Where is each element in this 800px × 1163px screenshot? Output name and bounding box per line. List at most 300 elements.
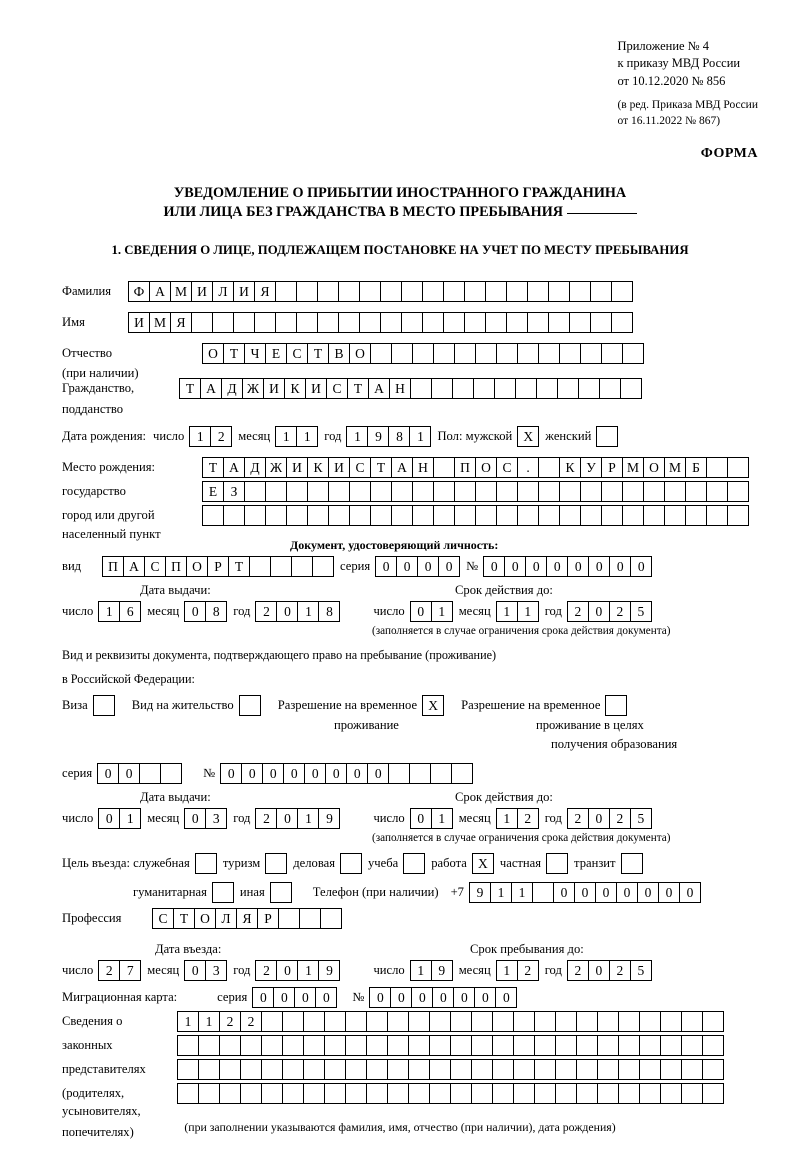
- char-cell[interactable]: 2: [240, 1011, 262, 1032]
- char-cell[interactable]: [450, 1083, 472, 1104]
- char-cell[interactable]: [559, 505, 581, 526]
- char-cell[interactable]: 0: [315, 987, 337, 1008]
- input-permit-valid-month[interactable]: [496, 808, 538, 829]
- checkbox-purpose-business[interactable]: [340, 853, 361, 874]
- char-cell[interactable]: [620, 378, 642, 399]
- input-birth-year[interactable]: [346, 426, 430, 447]
- char-cell[interactable]: [249, 556, 271, 577]
- char-cell[interactable]: [536, 378, 558, 399]
- char-cell[interactable]: 0: [184, 960, 206, 981]
- char-cell[interactable]: [534, 1035, 556, 1056]
- char-cell[interactable]: [492, 1059, 514, 1080]
- char-cell[interactable]: И: [191, 281, 213, 302]
- checkbox-male[interactable]: [517, 426, 538, 447]
- char-cell[interactable]: [590, 312, 612, 333]
- char-cell[interactable]: [601, 481, 623, 502]
- char-cell[interactable]: [471, 1059, 493, 1080]
- char-cell[interactable]: 0: [474, 987, 496, 1008]
- char-cell[interactable]: [380, 312, 402, 333]
- char-cell[interactable]: 0: [262, 763, 284, 784]
- char-cell[interactable]: [177, 1035, 199, 1056]
- char-cell[interactable]: [538, 505, 560, 526]
- char-cell[interactable]: 0: [346, 763, 368, 784]
- char-cell[interactable]: 0: [276, 808, 298, 829]
- char-cell[interactable]: [317, 312, 339, 333]
- char-cell[interactable]: [443, 281, 465, 302]
- char-cell[interactable]: [580, 505, 602, 526]
- char-cell[interactable]: 6: [119, 601, 141, 622]
- char-cell[interactable]: О: [202, 343, 224, 364]
- char-cell[interactable]: 9: [318, 808, 340, 829]
- char-cell[interactable]: [366, 1011, 388, 1032]
- input-permit-issue-day[interactable]: [98, 808, 140, 829]
- char-cell[interactable]: Я: [170, 312, 192, 333]
- char-cell[interactable]: [429, 1083, 451, 1104]
- char-cell[interactable]: [513, 1035, 535, 1056]
- char-cell[interactable]: 0: [553, 882, 575, 903]
- input-doc-series[interactable]: [375, 556, 459, 577]
- char-cell[interactable]: 0: [325, 763, 347, 784]
- char-cell[interactable]: 2: [609, 808, 631, 829]
- char-cell[interactable]: [422, 281, 444, 302]
- char-cell[interactable]: [408, 1011, 430, 1032]
- char-cell[interactable]: [596, 426, 618, 447]
- char-cell[interactable]: [349, 505, 371, 526]
- char-cell[interactable]: [433, 457, 455, 478]
- char-cell[interactable]: [618, 1083, 640, 1104]
- char-cell[interactable]: Т: [223, 343, 245, 364]
- char-cell[interactable]: И: [328, 457, 350, 478]
- char-cell[interactable]: 2: [98, 960, 120, 981]
- char-cell[interactable]: 1: [410, 960, 432, 981]
- char-cell[interactable]: [324, 1059, 346, 1080]
- char-cell[interactable]: [320, 908, 342, 929]
- input-surname[interactable]: [128, 281, 632, 302]
- input-doc-kind[interactable]: [102, 556, 333, 577]
- char-cell[interactable]: [546, 853, 568, 874]
- char-cell[interactable]: 1: [517, 601, 539, 622]
- char-cell[interactable]: 0: [504, 556, 526, 577]
- char-cell[interactable]: [265, 505, 287, 526]
- char-cell[interactable]: Т: [228, 556, 250, 577]
- char-cell[interactable]: 1: [431, 601, 453, 622]
- input-birthplace-state[interactable]: [202, 457, 748, 478]
- char-cell[interactable]: [177, 1083, 199, 1104]
- char-cell[interactable]: А: [368, 378, 390, 399]
- char-cell[interactable]: Т: [307, 343, 329, 364]
- char-cell[interactable]: 9: [367, 426, 389, 447]
- char-cell[interactable]: [345, 1059, 367, 1080]
- char-cell[interactable]: [517, 481, 539, 502]
- char-cell[interactable]: [471, 1011, 493, 1032]
- char-cell[interactable]: 2: [255, 601, 277, 622]
- input-name[interactable]: [128, 312, 632, 333]
- char-cell[interactable]: [517, 343, 539, 364]
- char-cell[interactable]: Т: [202, 457, 224, 478]
- char-cell[interactable]: [496, 505, 518, 526]
- checkbox-purpose-humanitarian[interactable]: [212, 882, 233, 903]
- char-cell[interactable]: [496, 481, 518, 502]
- char-cell[interactable]: В: [328, 343, 350, 364]
- char-cell[interactable]: С: [144, 556, 166, 577]
- input-permit-issue-year[interactable]: [255, 808, 339, 829]
- input-legal-row-4[interactable]: [177, 1083, 723, 1104]
- char-cell[interactable]: 0: [410, 601, 432, 622]
- char-cell[interactable]: .: [517, 457, 539, 478]
- char-cell[interactable]: [513, 1059, 535, 1080]
- char-cell[interactable]: [282, 1035, 304, 1056]
- char-cell[interactable]: [270, 882, 292, 903]
- char-cell[interactable]: [359, 281, 381, 302]
- char-cell[interactable]: Т: [347, 378, 369, 399]
- char-cell[interactable]: 0: [525, 556, 547, 577]
- input-permit-valid-year[interactable]: [567, 808, 651, 829]
- char-cell[interactable]: [454, 343, 476, 364]
- char-cell[interactable]: [727, 457, 749, 478]
- char-cell[interactable]: 1: [119, 808, 141, 829]
- char-cell[interactable]: [532, 882, 554, 903]
- char-cell[interactable]: [412, 343, 434, 364]
- char-cell[interactable]: [223, 505, 245, 526]
- char-cell[interactable]: 0: [495, 987, 517, 1008]
- char-cell[interactable]: О: [349, 343, 371, 364]
- input-permit-number[interactable]: [220, 763, 472, 784]
- char-cell[interactable]: [450, 1011, 472, 1032]
- char-cell[interactable]: А: [123, 556, 145, 577]
- char-cell[interactable]: [664, 505, 686, 526]
- char-cell[interactable]: [622, 343, 644, 364]
- char-cell[interactable]: [307, 481, 329, 502]
- char-cell[interactable]: 0: [616, 882, 638, 903]
- char-cell[interactable]: 1: [297, 808, 319, 829]
- char-cell[interactable]: 0: [241, 763, 263, 784]
- char-cell[interactable]: 0: [184, 808, 206, 829]
- char-cell[interactable]: 0: [630, 556, 652, 577]
- char-cell[interactable]: [219, 1083, 241, 1104]
- checkbox-purpose-official[interactable]: [195, 853, 216, 874]
- char-cell[interactable]: 3: [205, 808, 227, 829]
- char-cell[interactable]: [513, 1011, 535, 1032]
- char-cell[interactable]: [380, 281, 402, 302]
- char-cell[interactable]: [278, 908, 300, 929]
- char-cell[interactable]: [727, 481, 749, 502]
- char-cell[interactable]: [349, 481, 371, 502]
- char-cell[interactable]: [492, 1035, 514, 1056]
- char-cell[interactable]: [534, 1059, 556, 1080]
- input-doc-valid-year[interactable]: [567, 601, 651, 622]
- char-cell[interactable]: 2: [609, 601, 631, 622]
- checkbox-purpose-tourism[interactable]: [265, 853, 286, 874]
- char-cell[interactable]: [597, 1011, 619, 1032]
- char-cell[interactable]: [643, 481, 665, 502]
- checkbox-temp-residence[interactable]: [422, 695, 443, 716]
- char-cell[interactable]: [324, 1011, 346, 1032]
- char-cell[interactable]: [639, 1083, 661, 1104]
- char-cell[interactable]: 0: [588, 601, 610, 622]
- char-cell[interactable]: [219, 1035, 241, 1056]
- char-cell[interactable]: 2: [567, 960, 589, 981]
- char-cell[interactable]: [534, 1083, 556, 1104]
- char-cell[interactable]: С: [326, 378, 348, 399]
- char-cell[interactable]: [569, 312, 591, 333]
- char-cell[interactable]: 0: [546, 556, 568, 577]
- checkbox-edu-residence[interactable]: [605, 695, 626, 716]
- input-mig-number[interactable]: [369, 987, 516, 1008]
- char-cell[interactable]: [527, 281, 549, 302]
- char-cell[interactable]: Ж: [265, 457, 287, 478]
- char-cell[interactable]: 1: [511, 882, 533, 903]
- char-cell[interactable]: [599, 378, 621, 399]
- char-cell[interactable]: [492, 1011, 514, 1032]
- char-cell[interactable]: 0: [118, 763, 140, 784]
- input-permit-issue-month[interactable]: [184, 808, 226, 829]
- char-cell[interactable]: [401, 312, 423, 333]
- char-cell[interactable]: [430, 763, 452, 784]
- input-birthplace-city[interactable]: [202, 481, 748, 502]
- char-cell[interactable]: [345, 1035, 367, 1056]
- char-cell[interactable]: [433, 481, 455, 502]
- char-cell[interactable]: [303, 1059, 325, 1080]
- char-cell[interactable]: 0: [396, 556, 418, 577]
- char-cell[interactable]: Б: [685, 457, 707, 478]
- char-cell[interactable]: [576, 1059, 598, 1080]
- char-cell[interactable]: 0: [588, 808, 610, 829]
- char-cell[interactable]: Д: [244, 457, 266, 478]
- char-cell[interactable]: [555, 1083, 577, 1104]
- char-cell[interactable]: [388, 763, 410, 784]
- char-cell[interactable]: [685, 481, 707, 502]
- char-cell[interactable]: [282, 1083, 304, 1104]
- input-stay-month[interactable]: [496, 960, 538, 981]
- checkbox-purpose-private[interactable]: [546, 853, 567, 874]
- char-cell[interactable]: [366, 1083, 388, 1104]
- char-cell[interactable]: [513, 1083, 535, 1104]
- char-cell[interactable]: Р: [257, 908, 279, 929]
- char-cell[interactable]: [548, 312, 570, 333]
- char-cell[interactable]: 5: [630, 960, 652, 981]
- char-cell[interactable]: 0: [276, 960, 298, 981]
- char-cell[interactable]: С: [349, 457, 371, 478]
- char-cell[interactable]: [198, 1059, 220, 1080]
- char-cell[interactable]: 1: [490, 882, 512, 903]
- char-cell[interactable]: 1: [296, 426, 318, 447]
- char-cell[interactable]: [177, 1059, 199, 1080]
- char-cell[interactable]: 7: [119, 960, 141, 981]
- checkbox-purpose-transit[interactable]: [621, 853, 642, 874]
- char-cell[interactable]: Т: [370, 457, 392, 478]
- char-cell[interactable]: [557, 378, 579, 399]
- char-cell[interactable]: [359, 312, 381, 333]
- char-cell[interactable]: [555, 1059, 577, 1080]
- char-cell[interactable]: [681, 1059, 703, 1080]
- char-cell[interactable]: [282, 1059, 304, 1080]
- char-cell[interactable]: [303, 1011, 325, 1032]
- char-cell[interactable]: 1: [496, 960, 518, 981]
- char-cell[interactable]: О: [475, 457, 497, 478]
- char-cell[interactable]: [706, 481, 728, 502]
- char-cell[interactable]: [597, 1035, 619, 1056]
- char-cell[interactable]: [328, 505, 350, 526]
- char-cell[interactable]: [618, 1011, 640, 1032]
- char-cell[interactable]: [286, 481, 308, 502]
- input-profession[interactable]: [152, 908, 341, 929]
- char-cell[interactable]: [515, 378, 537, 399]
- input-birthplace-settlement[interactable]: [202, 505, 748, 526]
- char-cell[interactable]: [618, 1035, 640, 1056]
- checkbox-purpose-study[interactable]: [403, 853, 424, 874]
- char-cell[interactable]: [622, 505, 644, 526]
- char-cell[interactable]: [727, 505, 749, 526]
- input-legal-row-3[interactable]: [177, 1059, 723, 1080]
- char-cell[interactable]: 0: [252, 987, 274, 1008]
- char-cell[interactable]: [408, 1035, 430, 1056]
- char-cell[interactable]: [494, 378, 516, 399]
- char-cell[interactable]: 9: [318, 960, 340, 981]
- input-phone[interactable]: [469, 882, 700, 903]
- input-entry-month[interactable]: [184, 960, 226, 981]
- char-cell[interactable]: [618, 1059, 640, 1080]
- char-cell[interactable]: [412, 505, 434, 526]
- char-cell[interactable]: 1: [98, 601, 120, 622]
- char-cell[interactable]: [370, 343, 392, 364]
- char-cell[interactable]: И: [128, 312, 150, 333]
- char-cell[interactable]: [580, 343, 602, 364]
- char-cell[interactable]: С: [496, 457, 518, 478]
- char-cell[interactable]: 0: [438, 556, 460, 577]
- char-cell[interactable]: [702, 1083, 724, 1104]
- input-permit-valid-day[interactable]: [410, 808, 452, 829]
- char-cell[interactable]: [240, 1035, 262, 1056]
- char-cell[interactable]: 1: [189, 426, 211, 447]
- char-cell[interactable]: [621, 853, 643, 874]
- char-cell[interactable]: 1: [496, 808, 518, 829]
- char-cell[interactable]: 9: [431, 960, 453, 981]
- char-cell[interactable]: 0: [574, 882, 596, 903]
- input-citizenship[interactable]: [179, 378, 641, 399]
- char-cell[interactable]: [299, 908, 321, 929]
- char-cell[interactable]: [471, 1035, 493, 1056]
- char-cell[interactable]: [254, 312, 276, 333]
- char-cell[interactable]: [534, 1011, 556, 1032]
- char-cell[interactable]: Я: [254, 281, 276, 302]
- input-permit-series[interactable]: [97, 763, 181, 784]
- char-cell[interactable]: [580, 481, 602, 502]
- char-cell[interactable]: О: [194, 908, 216, 929]
- char-cell[interactable]: [233, 312, 255, 333]
- char-cell[interactable]: [401, 281, 423, 302]
- char-cell[interactable]: 2: [210, 426, 232, 447]
- char-cell[interactable]: [576, 1011, 598, 1032]
- char-cell[interactable]: 0: [97, 763, 119, 784]
- char-cell[interactable]: 0: [375, 556, 397, 577]
- char-cell[interactable]: [475, 481, 497, 502]
- char-cell[interactable]: [685, 505, 707, 526]
- char-cell[interactable]: [202, 505, 224, 526]
- char-cell[interactable]: [473, 378, 495, 399]
- char-cell[interactable]: 2: [567, 808, 589, 829]
- char-cell[interactable]: [538, 457, 560, 478]
- char-cell[interactable]: С: [152, 908, 174, 929]
- char-cell[interactable]: Н: [412, 457, 434, 478]
- input-birth-day[interactable]: [189, 426, 231, 447]
- char-cell[interactable]: [244, 481, 266, 502]
- char-cell[interactable]: [450, 1059, 472, 1080]
- char-cell[interactable]: А: [391, 457, 413, 478]
- checkbox-purpose-other[interactable]: [270, 882, 291, 903]
- char-cell[interactable]: [622, 481, 644, 502]
- char-cell[interactable]: 0: [637, 882, 659, 903]
- char-cell[interactable]: [345, 1011, 367, 1032]
- char-cell[interactable]: 8: [318, 601, 340, 622]
- char-cell[interactable]: [261, 1083, 283, 1104]
- char-cell[interactable]: 2: [567, 601, 589, 622]
- input-mig-series[interactable]: [252, 987, 336, 1008]
- char-cell[interactable]: 0: [609, 556, 631, 577]
- char-cell[interactable]: [576, 1035, 598, 1056]
- char-cell[interactable]: [559, 343, 581, 364]
- input-entry-year[interactable]: [255, 960, 339, 981]
- char-cell[interactable]: И: [233, 281, 255, 302]
- char-cell[interactable]: [590, 281, 612, 302]
- char-cell[interactable]: [191, 312, 213, 333]
- char-cell[interactable]: 0: [417, 556, 439, 577]
- char-cell[interactable]: [409, 763, 431, 784]
- char-cell[interactable]: [555, 1011, 577, 1032]
- char-cell[interactable]: [338, 281, 360, 302]
- char-cell[interactable]: М: [170, 281, 192, 302]
- char-cell[interactable]: [605, 695, 627, 716]
- char-cell[interactable]: [198, 1035, 220, 1056]
- char-cell[interactable]: [303, 1035, 325, 1056]
- checkbox-purpose-work[interactable]: [472, 853, 493, 874]
- char-cell[interactable]: [569, 281, 591, 302]
- char-cell[interactable]: Л: [215, 908, 237, 929]
- char-cell[interactable]: [296, 312, 318, 333]
- char-cell[interactable]: И: [263, 378, 285, 399]
- char-cell[interactable]: [639, 1059, 661, 1080]
- char-cell[interactable]: [475, 505, 497, 526]
- char-cell[interactable]: [454, 505, 476, 526]
- char-cell[interactable]: М: [664, 457, 686, 478]
- char-cell[interactable]: 0: [595, 882, 617, 903]
- char-cell[interactable]: Т: [173, 908, 195, 929]
- char-cell[interactable]: [559, 481, 581, 502]
- input-doc-number[interactable]: [483, 556, 651, 577]
- char-cell[interactable]: [611, 312, 633, 333]
- char-cell[interactable]: А: [200, 378, 222, 399]
- char-cell[interactable]: [240, 1059, 262, 1080]
- input-doc-valid-day[interactable]: [410, 601, 452, 622]
- char-cell[interactable]: К: [559, 457, 581, 478]
- char-cell[interactable]: [291, 556, 313, 577]
- char-cell[interactable]: К: [307, 457, 329, 478]
- char-cell[interactable]: [538, 481, 560, 502]
- char-cell[interactable]: И: [286, 457, 308, 478]
- input-doc-issue-day[interactable]: [98, 601, 140, 622]
- char-cell[interactable]: [496, 343, 518, 364]
- char-cell[interactable]: Ж: [242, 378, 264, 399]
- char-cell[interactable]: [403, 853, 425, 874]
- char-cell[interactable]: [485, 281, 507, 302]
- char-cell[interactable]: [681, 1011, 703, 1032]
- char-cell[interactable]: 2: [219, 1011, 241, 1032]
- char-cell[interactable]: 0: [367, 763, 389, 784]
- char-cell[interactable]: К: [284, 378, 306, 399]
- char-cell[interactable]: [212, 882, 234, 903]
- char-cell[interactable]: [317, 281, 339, 302]
- char-cell[interactable]: 9: [469, 882, 491, 903]
- char-cell[interactable]: [387, 1011, 409, 1032]
